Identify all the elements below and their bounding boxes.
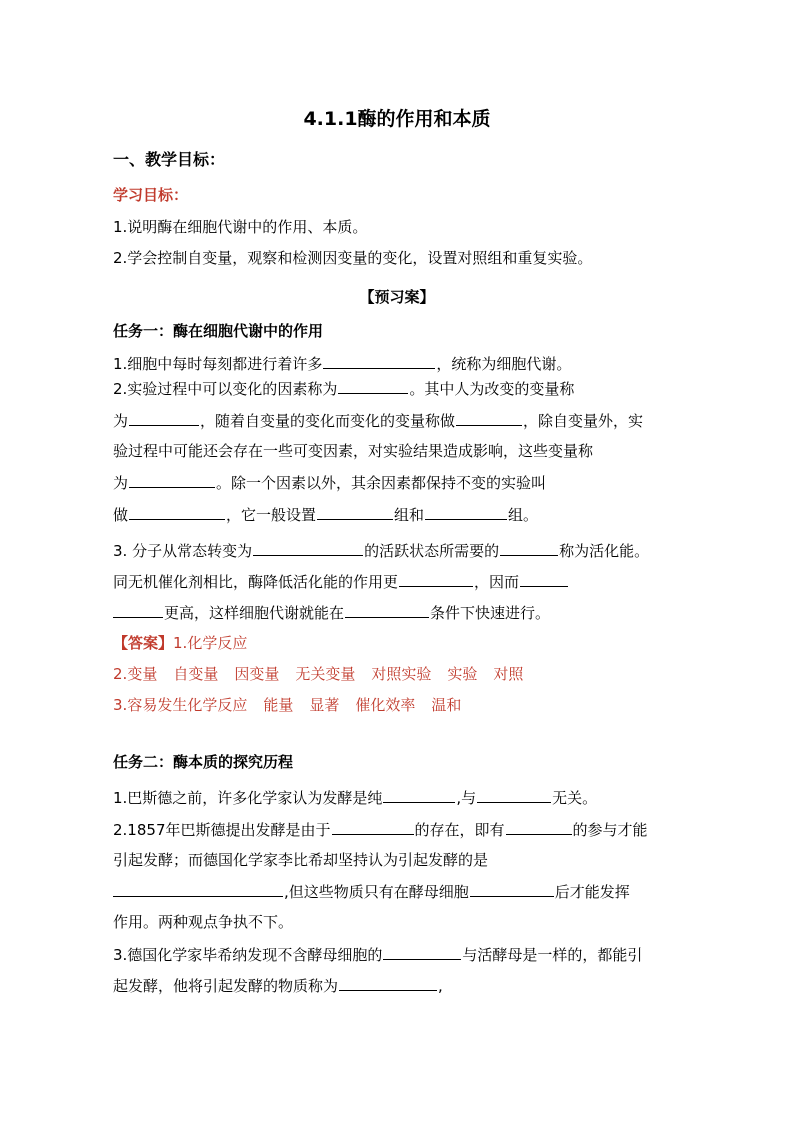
text: 1.细胞中每时每刻都进行着许多 [113,355,323,373]
task2-q2-line1 [113,819,648,840]
task2-heading: 任务二：酶本质的探究历程 [113,753,294,771]
answer-item: 实验 [447,665,478,683]
answer-prefix: 2. [113,665,128,683]
answer-item: 因变量 [234,665,280,683]
answer-item: 对照 [493,665,524,683]
text: ，它一般设置 [226,506,317,524]
fill-blank[interactable] [332,819,414,835]
fill-blank[interactable] [113,602,163,618]
text: 更高，这样细胞代谢就能在 [164,604,345,622]
text: ，因而 [474,573,520,591]
text: 3. 分子从常态转变为 [113,542,253,560]
fill-blank[interactable] [383,944,461,960]
text: 与活酵母是一样的，都能引 [462,946,643,964]
fill-blank[interactable] [339,975,437,991]
task2-q2-line4: 作用。两种观点争执不下。 [113,913,294,931]
text: ，统称为细胞代谢。 [436,355,572,373]
fill-blank[interactable] [129,410,199,426]
task1-q2-line1 [113,378,574,399]
answer-prefix: 3. [113,696,128,714]
task1-q2-line4 [113,472,546,493]
fill-blank[interactable] [383,787,455,803]
fill-blank[interactable] [345,602,429,618]
task1-q2-line2 [113,410,643,431]
task1-heading: 任务一：酶在细胞代谢中的作用 [113,322,324,340]
answer-item: 无关变量 [295,665,356,683]
fill-blank[interactable] [425,504,507,520]
task1-q3-line3 [113,602,550,623]
text: , [438,977,443,995]
answer-item: 自变量 [173,665,219,683]
task1-q3-line2 [113,571,569,592]
answer-item: 变量 [127,665,158,683]
task2-q1 [113,787,597,808]
answer-item: 能量 [263,696,294,714]
answer-item: 温和 [431,696,462,714]
answer-line-1 [113,633,247,653]
section-heading-teaching-goals: 一、教学目标： [113,150,226,169]
fill-blank[interactable] [399,571,473,587]
fill-blank[interactable] [500,540,558,556]
text: 。其中人为改变的变量称 [409,380,575,398]
answer-item: 对照实验 [371,665,432,683]
task2-q3-line2 [113,975,443,996]
fill-blank[interactable] [253,540,363,556]
answer-item: 催化效率 [355,696,416,714]
learning-goal-1: 1.说明酶在细胞代谢中的作用、本质。 [113,218,368,236]
text: ,与 [456,789,477,807]
answer-line-2 [113,664,539,684]
text: ，除自变量外，实 [523,412,644,430]
text: 的活跃状态所需要的 [364,542,500,560]
fill-blank[interactable] [520,571,568,587]
answer-item: 容易发生化学反应 [127,696,248,714]
fill-blank[interactable] [470,881,554,897]
text: 条件下快速进行。 [430,604,551,622]
answer-item: 显著 [309,696,340,714]
task1-q2-line5 [113,504,538,525]
text: 组和 [394,506,425,524]
text: ，随着自变量的变化而变化的变量称做 [200,412,456,430]
task1-q3-line1 [113,540,649,561]
page-title: 4.1.1酶的作用和本质 [303,108,491,130]
fill-blank[interactable] [477,787,551,803]
task2-q3-line1 [113,944,642,965]
text: 组。 [508,506,539,524]
answer-line-3 [113,695,477,715]
fill-blank[interactable] [506,819,572,835]
learning-goal-2: 2.学会控制自变量，观察和检测因变量的变化，设置对照组和重复实验。 [113,249,593,267]
answer-label: 【答案】 [113,634,174,652]
text: 的参与才能 [572,821,648,839]
fill-blank[interactable] [129,472,215,488]
text: 为 [113,412,129,430]
text: 。除一个因素以外，其余因素都保持不变的实验叫 [216,474,547,492]
text: 称为活化能。 [559,542,650,560]
text: 做 [113,506,129,524]
task1-q2-line3: 验过程中可能还会存在一些可变因素，对实验结果造成影响，这些变量称 [113,442,594,460]
text: 1.巴斯德之前，许多化学家认为发酵是纯 [113,789,383,807]
fill-blank[interactable] [323,353,435,369]
fill-blank[interactable] [113,881,283,897]
text: 的存在，即有 [414,821,505,839]
text: 为 [113,474,129,492]
fill-blank[interactable] [338,378,408,394]
text: 同无机催化剂相比，酶降低活化能的作用更 [113,573,399,591]
fill-blank[interactable] [456,410,522,426]
learning-goals-label: 学习目标： [113,186,189,204]
task2-q2-line2: 引起发酵；而德国化学家李比希却坚持认为引起发酵的是 [113,851,489,869]
preview-heading: 【预习案】 [359,288,435,306]
text: 后才能发挥 [554,883,630,901]
answer-text: 1.化学反应 [173,634,248,652]
task2-q2-line3 [113,881,630,902]
task1-q1 [113,353,571,374]
text: 3.德国化学家毕希纳发现不含酵母细胞的 [113,946,383,964]
text: 2.1857年巴斯德提出发酵是由于 [113,821,331,839]
fill-blank[interactable] [317,504,393,520]
text: ,但这些物质只有在酵母细胞 [284,883,469,901]
text: 2.实验过程中可以变化的因素称为 [113,380,338,398]
fill-blank[interactable] [129,504,225,520]
text: 起发酵，他将引起发酵的物质称为 [113,977,339,995]
text: 无关。 [552,789,598,807]
